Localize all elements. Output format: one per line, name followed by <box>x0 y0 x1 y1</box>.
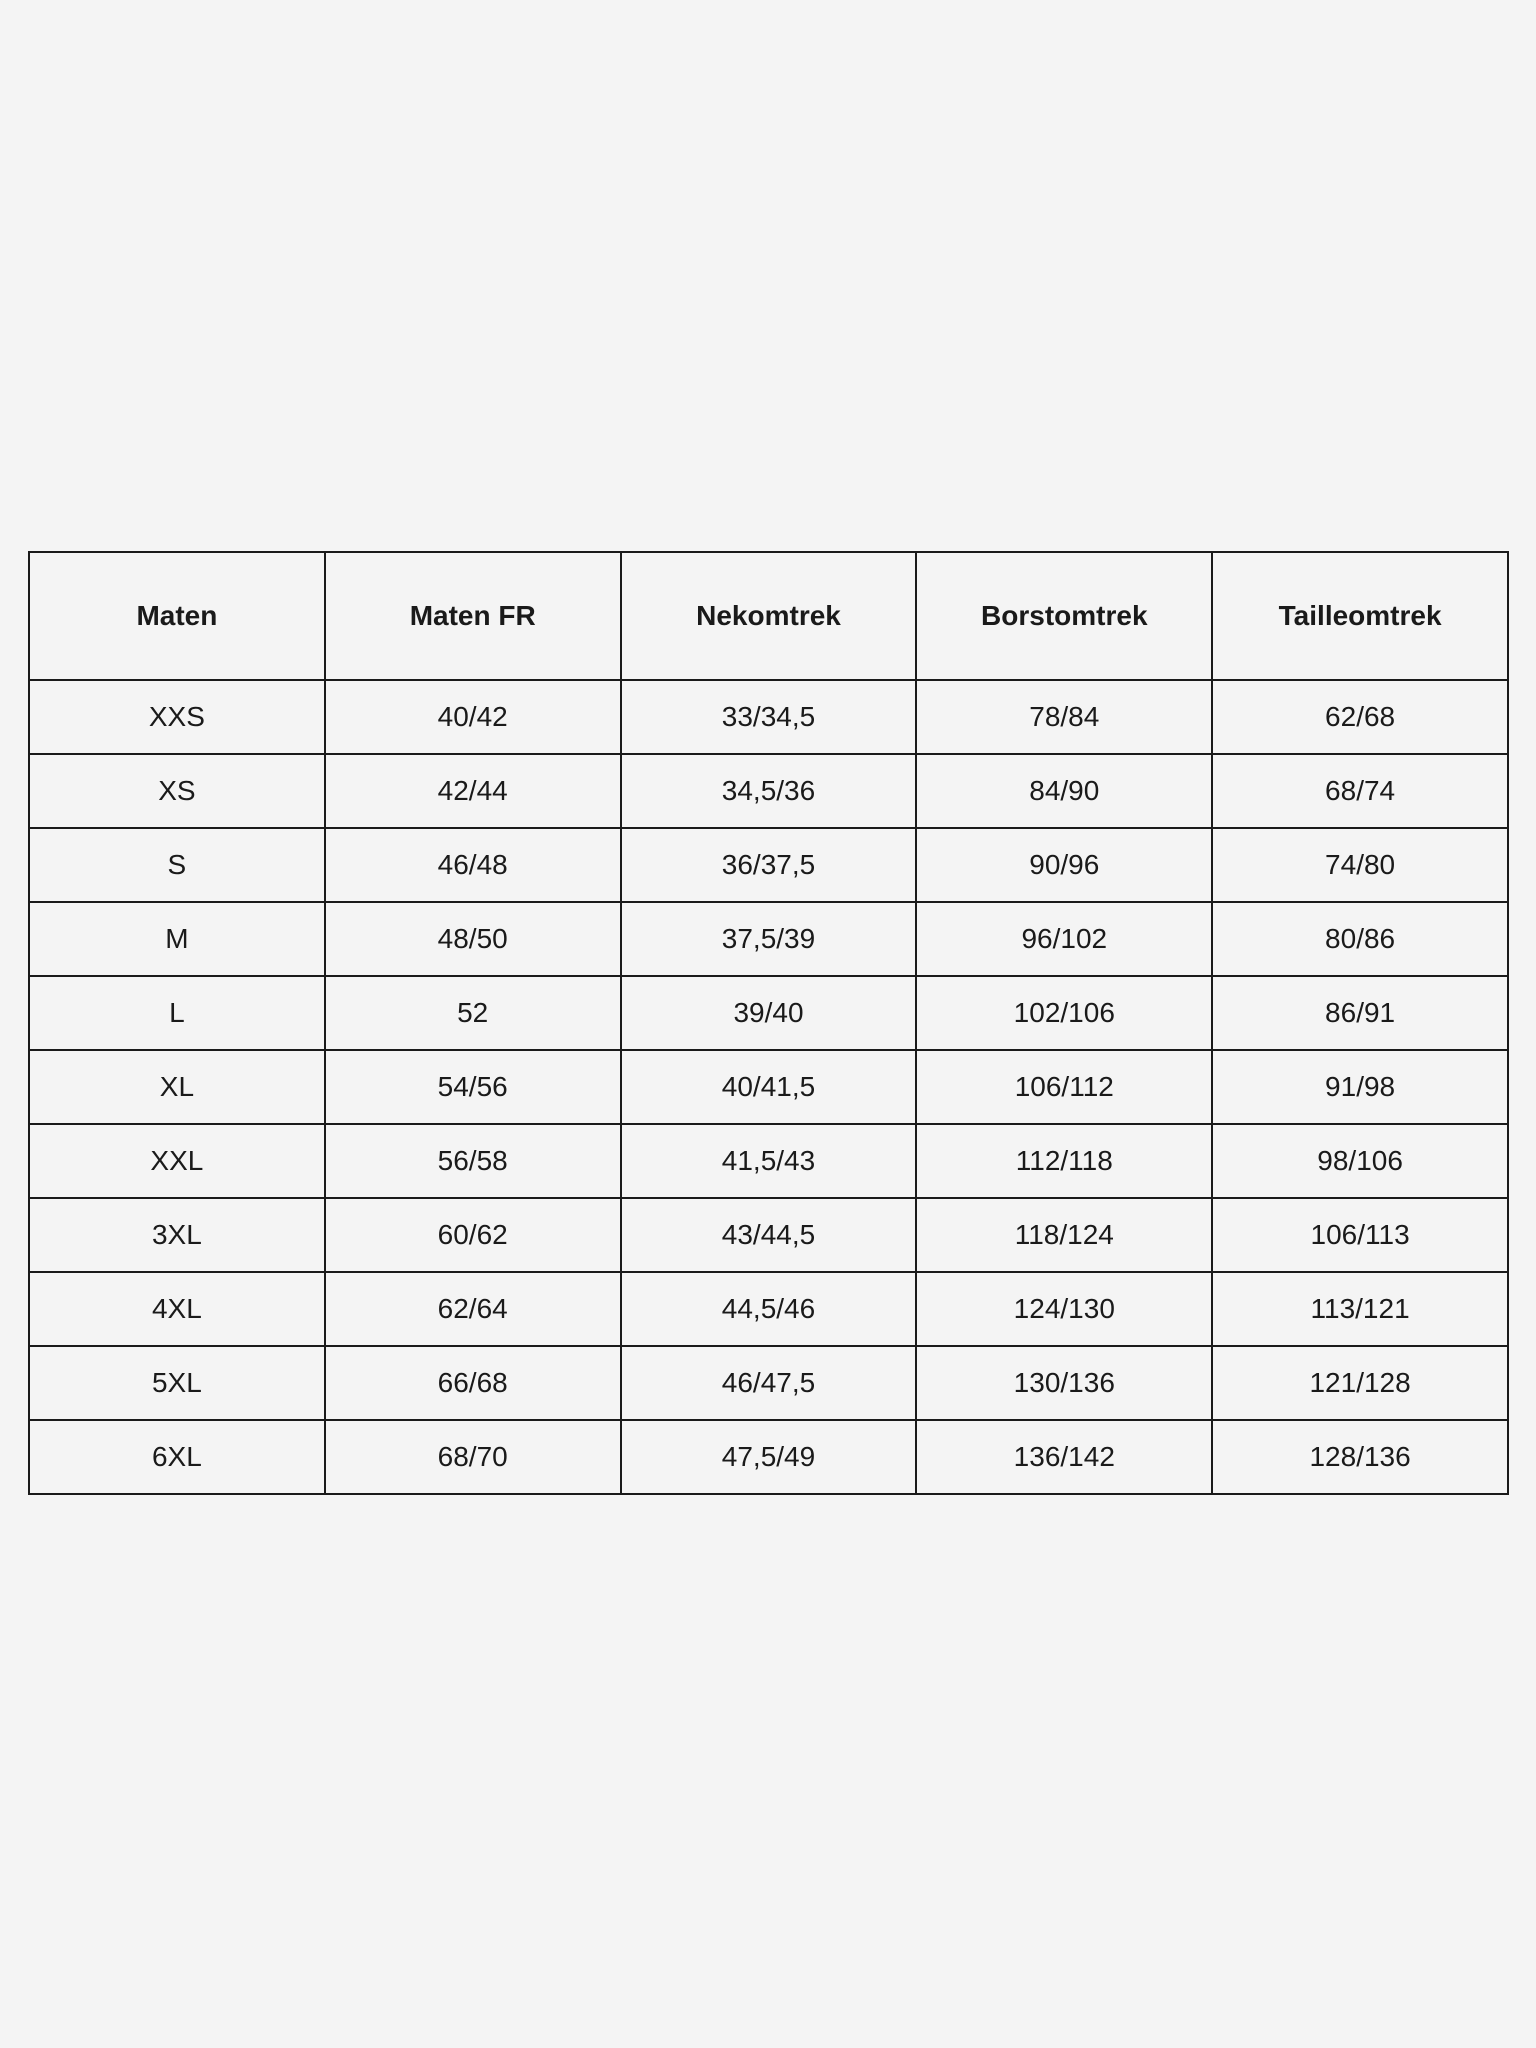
waist-cell: 121/128 <box>1212 1346 1508 1420</box>
neck-cell: 46/47,5 <box>621 1346 917 1420</box>
table-row <box>29 1420 1508 1494</box>
neck-cell: 43/44,5 <box>621 1198 917 1272</box>
neck-cell: 37,5/39 <box>621 902 917 976</box>
neck-cell: 33/34,5 <box>621 680 917 754</box>
waist-cell: 128/136 <box>1212 1420 1508 1494</box>
neck-cell: 34,5/36 <box>621 754 917 828</box>
header-cell-maten-fr: Maten FR <box>325 552 621 680</box>
size-cell: XL <box>29 1050 325 1124</box>
fr-size-cell: 52 <box>325 976 621 1050</box>
chest-cell: 96/102 <box>916 902 1212 976</box>
neck-cell: 47,5/49 <box>621 1420 917 1494</box>
header-cell-nekomtrek: Nekomtrek <box>621 552 917 680</box>
neck-cell: 40/41,5 <box>621 1050 917 1124</box>
fr-size-cell: 56/58 <box>325 1124 621 1198</box>
table-row <box>29 828 1508 902</box>
fr-size-cell: 42/44 <box>325 754 621 828</box>
chest-cell: 136/142 <box>916 1420 1212 1494</box>
header-row <box>29 552 1508 680</box>
neck-cell: 44,5/46 <box>621 1272 917 1346</box>
fr-size-cell: 62/64 <box>325 1272 621 1346</box>
chest-cell: 118/124 <box>916 1198 1212 1272</box>
size-cell: L <box>29 976 325 1050</box>
waist-cell: 62/68 <box>1212 680 1508 754</box>
fr-size-cell: 60/62 <box>325 1198 621 1272</box>
size-cell: XXS <box>29 680 325 754</box>
chest-cell: 102/106 <box>916 976 1212 1050</box>
table-row <box>29 680 1508 754</box>
waist-cell: 98/106 <box>1212 1124 1508 1198</box>
waist-cell: 91/98 <box>1212 1050 1508 1124</box>
size-cell: 6XL <box>29 1420 325 1494</box>
table-row <box>29 1272 1508 1346</box>
table-row <box>29 754 1508 828</box>
table-row <box>29 1124 1508 1198</box>
size-chart-header <box>29 552 1508 680</box>
table-row <box>29 976 1508 1050</box>
fr-size-cell: 40/42 <box>325 680 621 754</box>
fr-size-cell: 54/56 <box>325 1050 621 1124</box>
table-row <box>29 902 1508 976</box>
size-cell: XS <box>29 754 325 828</box>
chest-cell: 90/96 <box>916 828 1212 902</box>
table-row <box>29 1198 1508 1272</box>
fr-size-cell: 46/48 <box>325 828 621 902</box>
chest-cell: 124/130 <box>916 1272 1212 1346</box>
chest-cell: 106/112 <box>916 1050 1212 1124</box>
chest-cell: 78/84 <box>916 680 1212 754</box>
waist-cell: 113/121 <box>1212 1272 1508 1346</box>
fr-size-cell: 48/50 <box>325 902 621 976</box>
neck-cell: 41,5/43 <box>621 1124 917 1198</box>
neck-cell: 36/37,5 <box>621 828 917 902</box>
waist-cell: 74/80 <box>1212 828 1508 902</box>
table-row <box>29 1050 1508 1124</box>
size-cell: XXL <box>29 1124 325 1198</box>
size-chart-body <box>29 680 1508 1494</box>
waist-cell: 86/91 <box>1212 976 1508 1050</box>
size-cell: 5XL <box>29 1346 325 1420</box>
neck-cell: 39/40 <box>621 976 917 1050</box>
header-cell-borstomtrek: Borstomtrek <box>916 552 1212 680</box>
header-cell-tailleomtrek: Tailleomtrek <box>1212 552 1508 680</box>
chest-cell: 84/90 <box>916 754 1212 828</box>
waist-cell: 80/86 <box>1212 902 1508 976</box>
size-cell: S <box>29 828 325 902</box>
chest-cell: 112/118 <box>916 1124 1212 1198</box>
header-cell-maten: Maten <box>29 552 325 680</box>
size-chart-table <box>28 551 1509 1495</box>
size-cell: M <box>29 902 325 976</box>
fr-size-cell: 66/68 <box>325 1346 621 1420</box>
size-cell: 4XL <box>29 1272 325 1346</box>
table-row <box>29 1346 1508 1420</box>
fr-size-cell: 68/70 <box>325 1420 621 1494</box>
chest-cell: 130/136 <box>916 1346 1212 1420</box>
size-cell: 3XL <box>29 1198 325 1272</box>
waist-cell: 68/74 <box>1212 754 1508 828</box>
waist-cell: 106/113 <box>1212 1198 1508 1272</box>
